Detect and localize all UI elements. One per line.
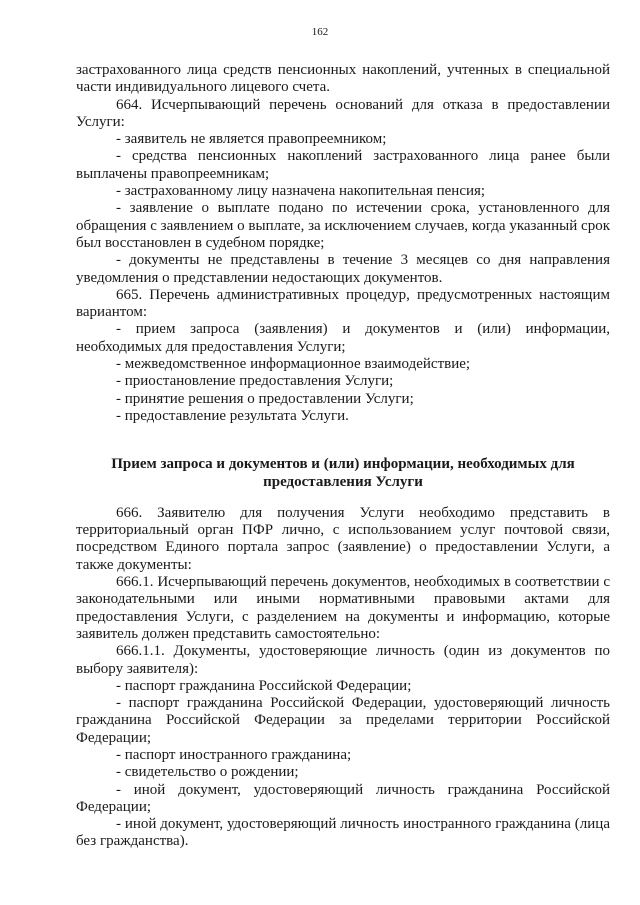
section-heading-line: Прием запроса и документов и (или) информации, необходимых для (111, 456, 575, 473)
list-item: - застрахованному лицу назначена накопительная пенсия; (116, 183, 486, 200)
document-body (76, 62, 610, 851)
list-item: - паспорт гражданина Российской Федерации, удостоверяющий личность гражданина Российской Федерации за пределами территории Российской Федерации; (76, 695, 610, 746)
paragraph-666: 666. Заявителю для получения Услуги необходимо представить в территориальный орган ПФР лично, с использованием услуг почтовой связи, посредством Единого портала запрос (заявление) о предоставлении Услуги, а также документы: (76, 504, 610, 573)
list-item: - иной документ, удостоверяющий личность иностранного гражданина (лица без гражданства). (76, 816, 610, 850)
list-item: - принятие решения о предоставлении Услуги; (116, 390, 414, 407)
paragraph-666-1: 666.1. Исчерпывающий перечень документов, необходимых в соответствии с законодательными или иными нормативными правовыми актами для предоставления Услуги, с разделением на документы и информацию, которые заявитель должен представить самостоятельно: (76, 574, 610, 642)
list-item: - приостановление предоставления Услуги; (116, 373, 394, 390)
section-heading (76, 456, 610, 491)
list-item: - заявитель не является правопреемником; (116, 131, 387, 148)
page-number: 162 (311, 26, 329, 38)
paragraph-664: 664. Исчерпывающий перечень оснований для отказа в предоставлении Услуги: (76, 96, 610, 130)
list-item: - заявление о выплате подано по истечении срока, установленного для обращения с заявлением о выплате, за исключением случаев, когда указанный срок был восстановлен в судебном порядке; (76, 200, 610, 251)
list-item: - средства пенсионных накоплений застрахованного лица ранее были выплачены правопреемникам; (76, 148, 610, 182)
list-item: - паспорт гражданина Российской Федерации; (116, 677, 412, 694)
paragraph-665: 665. Перечень административных процедур, предусмотренных настоящим вариантом: (76, 286, 610, 321)
list-item: - межведомственное информационное взаимодействие; (116, 356, 471, 373)
section-heading-line: предоставления Услуги (263, 473, 423, 490)
list-item: - свидетельство о рождении; (116, 764, 299, 781)
list-item: - документы не представлены в течение 3 месяцев со дня направления уведомления о представлении недостающих документов. (76, 252, 610, 286)
list-item: - иной документ, удостоверяющий личность гражданина Российской Федерации; (76, 781, 610, 815)
paragraph-666-1-1: 666.1.1. Документы, удостоверяющие личность (один из документов по выбору заявителя): (76, 643, 610, 677)
list-item: - прием запроса (заявления) и документов и (или) информации, необходимых для предоставления Услуги; (76, 321, 610, 355)
list-item: - паспорт иностранного гражданина; (116, 746, 352, 763)
list-item: - предоставление результата Услуги. (116, 407, 349, 424)
paragraph-continuation: застрахованного лица средств пенсионных накоплений, учтенных в специальной части индивидуального лицевого счета. (76, 62, 610, 96)
